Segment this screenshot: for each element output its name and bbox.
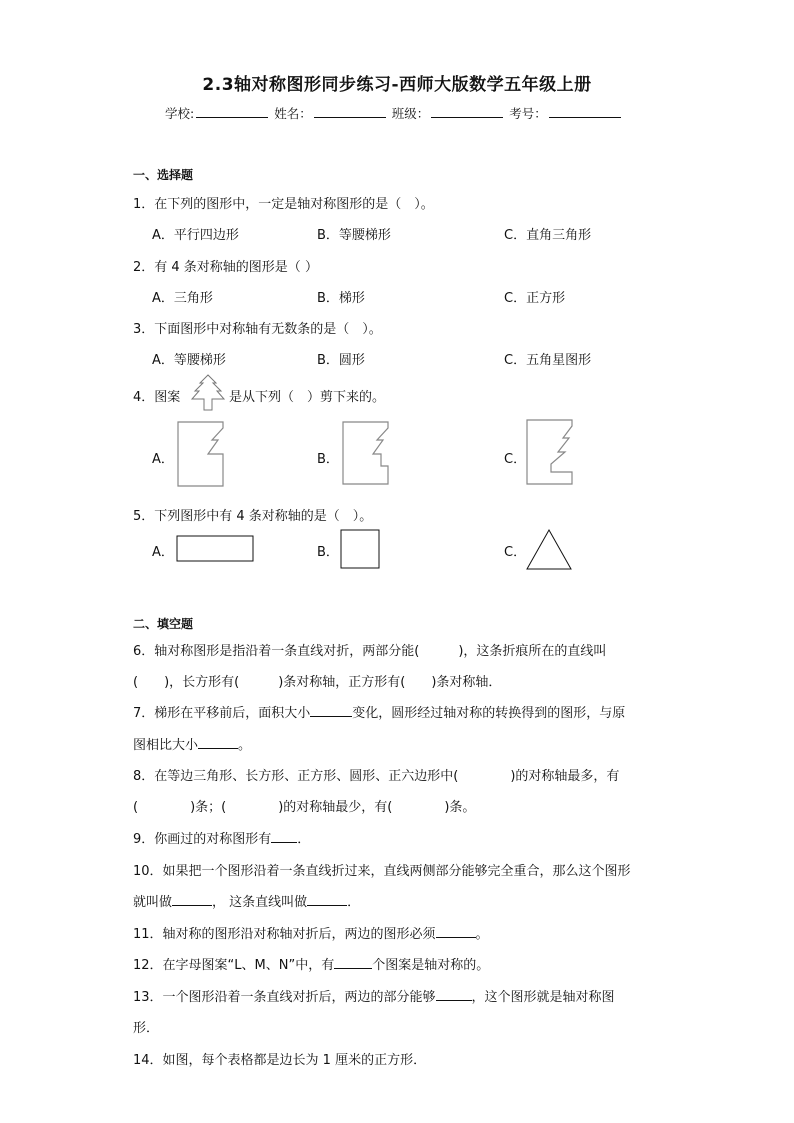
q1-option-a[interactable]: A．平行四边形 — [152, 228, 239, 243]
question-6-line-1: 6．轴对称图形是指沿着一条直线对折，两部分能( )，这条折痕所在的直线叫 — [133, 644, 607, 659]
name-label: 姓名： — [274, 106, 312, 121]
q7-blank-1[interactable] — [310, 704, 352, 717]
question-10-line-2 — [133, 891, 360, 910]
q10-text-c: ． — [347, 895, 361, 910]
q4-option-c[interactable]: C． — [504, 452, 527, 467]
q7-text-d: 。 — [238, 738, 252, 753]
q5-option-a[interactable]: A． — [152, 545, 174, 560]
q4-option-c-shape[interactable] — [525, 418, 575, 488]
question-3: 3．下面图形中对称轴有无数条的是（ ）。 — [133, 322, 382, 337]
question-9 — [133, 828, 310, 847]
q4-option-a-shape[interactable] — [176, 420, 226, 490]
q7-text-a: 7．梯形在平移前后，面积大小 — [133, 706, 311, 721]
question-4-suffix: 是从下列（ ）剪下来的。 — [229, 390, 386, 405]
q1-option-c[interactable]: C．直角三角形 — [504, 228, 592, 243]
question-8-line-1: 8．在等边三角形、长方形、正方形、圆形、正六边形中( )的对称轴最多，有 — [133, 769, 620, 784]
q9-text: 9．你画过的对称图形有 — [133, 832, 272, 847]
q4-option-a[interactable]: A． — [152, 452, 174, 467]
q10-blank-1[interactable] — [172, 893, 212, 906]
section-choice-heading: 一、选择题 — [133, 168, 194, 182]
q3-option-b[interactable]: B．圆形 — [317, 353, 365, 368]
q13-text-b: ，这个图形就是轴对称图 — [471, 990, 615, 1005]
q11-text: 11．轴对称的图形沿对称轴对折后，两边的图形必须 — [133, 927, 436, 942]
q12-text: 12．在字母图案“L、M、N”中，有 — [133, 958, 335, 973]
page-title: 2.3轴对称图形同步练习-西师大版数学五年级上册 — [202, 75, 592, 95]
question-13-line-2: 形． — [133, 1021, 160, 1036]
q2-option-a[interactable]: A．三角形 — [152, 291, 213, 306]
q9-end: ． — [297, 832, 311, 847]
question-2: 2．有 4 条对称轴的图形是（ ） — [133, 260, 318, 275]
q10-blank-2[interactable] — [307, 893, 347, 906]
question-8-line-2: ( )条；( )的对称轴最少，有( )条。 — [133, 800, 476, 815]
question-12 — [133, 954, 489, 973]
class-blank[interactable] — [431, 105, 503, 118]
q7-text-b: 变化，圆形经过轴对称的转换得到的图形，与原 — [352, 706, 626, 721]
question-4-prefix: 4．图案 — [133, 390, 181, 405]
question-10-line-1: 10．如果把一个图形沿着一条直线折过来，直线两侧部分能够完全重合，那么这个图形 — [133, 864, 631, 879]
q2-option-c[interactable]: C．正方形 — [504, 291, 566, 306]
q10-text-a: 就叫做 — [133, 895, 173, 910]
question-7-line-1 — [133, 702, 625, 721]
q3-option-c[interactable]: C．五角星图形 — [504, 353, 592, 368]
question-7-line-2 — [133, 734, 251, 753]
q13-text-a: 13．一个图形沿着一条直线对折后，两边的部分能够 — [133, 990, 436, 1005]
q13-blank[interactable] — [436, 988, 472, 1001]
question-5: 5．下列图形中有 4 条对称轴的是（ ）。 — [133, 509, 373, 524]
student-info-line — [165, 104, 623, 122]
class-label: 班级： — [391, 106, 430, 121]
exam-no-blank[interactable] — [549, 105, 621, 118]
q5-option-b[interactable]: B． — [317, 545, 339, 560]
q2-option-b[interactable]: B．梯形 — [317, 291, 365, 306]
q5-rectangle-shape[interactable] — [176, 535, 256, 563]
q5-square-shape[interactable] — [340, 529, 382, 571]
question-14: 14．如图，每个表格都是边长为 1 厘米的正方形． — [133, 1053, 427, 1068]
question-1: 1．在下列的图形中，一定是轴对称图形的是（ ）。 — [133, 197, 434, 212]
question-6-line-2: ( )，长方形有( )条对称轴，正方形有( )条对称轴． — [133, 675, 502, 690]
q12-blank[interactable] — [334, 956, 372, 969]
question-13-line-1 — [133, 986, 615, 1005]
q4-option-b-shape[interactable] — [341, 420, 391, 490]
section-fill-heading: 二、填空题 — [133, 617, 194, 631]
exam-no-label: 考号： — [509, 106, 547, 121]
q11-end: 。 — [475, 927, 489, 942]
q4-option-b[interactable]: B． — [317, 452, 339, 467]
q10-text-b: ， 这条直线叫做 — [212, 895, 308, 910]
q11-blank[interactable] — [436, 925, 476, 938]
q7-blank-2[interactable] — [198, 736, 238, 749]
q9-blank[interactable] — [271, 830, 297, 843]
tree-pattern-icon — [190, 373, 230, 413]
name-blank[interactable] — [314, 105, 386, 118]
question-11 — [133, 923, 489, 942]
school-label: 学校: — [165, 106, 195, 121]
q1-option-b[interactable]: B．等腰梯形 — [317, 228, 391, 243]
school-blank[interactable] — [196, 105, 268, 118]
q12-end: 个图案是轴对称的。 — [372, 958, 490, 973]
q7-text-c: 图相比大小 — [133, 738, 199, 753]
q3-option-a[interactable]: A．等腰梯形 — [152, 353, 226, 368]
q5-triangle-shape[interactable] — [526, 528, 574, 572]
q5-option-c[interactable]: C． — [504, 545, 527, 560]
